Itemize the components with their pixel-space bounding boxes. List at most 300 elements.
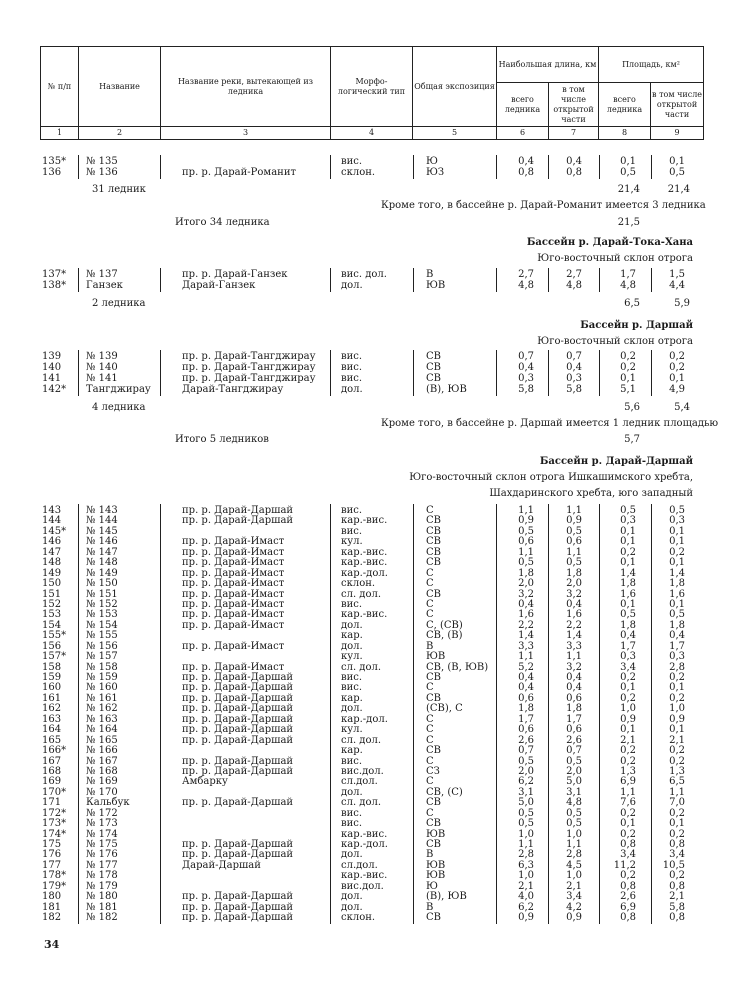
- cell-length-total: 5,8: [518, 384, 534, 395]
- cell-river-name: пр. р. Дарай-Ганзек: [182, 269, 288, 280]
- cell-row-number: 174*: [42, 828, 67, 840]
- cell-river-name: пр. р. Дарай-Тангджирау: [182, 351, 316, 362]
- column-rule: [160, 155, 161, 179]
- header-length-total: всего ледника: [497, 83, 549, 127]
- cell-area-total: 0,1: [620, 525, 636, 537]
- cell-area-open: 2,1: [669, 891, 685, 903]
- cell-area-open: 2,1: [669, 734, 685, 746]
- cell-length-open: 0,4: [566, 156, 582, 167]
- cell-length-open: 0,4: [566, 672, 582, 683]
- cell-length-open: 0,5: [566, 755, 582, 767]
- table-row: [40, 621, 703, 631]
- column-rule: [651, 350, 652, 396]
- cell-morph-type: сл. дол.: [341, 734, 382, 746]
- cell-exposure: ЮВ: [426, 828, 446, 840]
- block4-rows: [40, 506, 703, 924]
- cell-area-open: 1,6: [669, 588, 685, 600]
- cell-length-total: 5,2: [518, 661, 534, 673]
- cell-exposure: СВ: [426, 912, 441, 924]
- cell-length-total: 0,7: [518, 351, 534, 362]
- cell-glacier-name: № 165: [86, 734, 118, 746]
- column-rule: [413, 350, 414, 396]
- cell-row-number: 159: [42, 672, 62, 683]
- block3-sum-area: 5,6: [624, 402, 640, 413]
- table-row: [40, 610, 703, 620]
- cell-length-open: 1,0: [566, 870, 582, 882]
- column-rule: [651, 268, 652, 292]
- column-rule: [160, 268, 161, 292]
- cell-length-total: 4,0: [518, 891, 534, 903]
- cell-glacier-name: № 137: [86, 269, 118, 280]
- cell-length-open: 0,3: [566, 373, 582, 384]
- cell-length-total: 6,2: [518, 901, 534, 913]
- cell-length-open: 1,0: [566, 828, 582, 840]
- cell-river-name: пр. р. Дарай-Даршай: [182, 724, 294, 736]
- cell-area-open: 0,1: [669, 598, 685, 610]
- cell-river-name: пр. р. Дарай-Тангджирау: [182, 373, 316, 384]
- cell-river-name: пр. р. Дарай-Имаст: [182, 661, 285, 673]
- table-row: [40, 777, 703, 787]
- cell-morph-type: вис.: [341, 373, 363, 384]
- cell-river-name: пр. р. Дарай-Имаст: [182, 536, 285, 548]
- table-row: [40, 736, 703, 746]
- cell-length-open: 0,4: [566, 362, 582, 373]
- cell-row-number: 163: [42, 713, 62, 725]
- block4-basin: Бассейн р. Дарай-Даршай: [539, 456, 693, 467]
- cell-area-total: 11,2: [613, 859, 636, 871]
- cell-river-name: пр. р. Дарай-Даршай: [182, 682, 294, 694]
- cell-exposure: С: [426, 734, 434, 746]
- cell-exposure: СВ, (В): [426, 630, 463, 642]
- cell-length-total: 2,6: [518, 734, 534, 746]
- cell-exposure: ЮВ: [426, 859, 446, 871]
- cell-area-open: 0,1: [669, 156, 685, 167]
- cell-row-number: 142*: [42, 384, 67, 395]
- block2-count: 2 ледника: [92, 298, 146, 309]
- cell-length-total: 0,3: [518, 373, 534, 384]
- cell-area-total: 0,2: [620, 828, 636, 840]
- cell-length-total: 0,7: [518, 745, 534, 757]
- cell-morph-type: кар.-дол.: [341, 713, 388, 725]
- cell-area-total: 0,2: [620, 755, 636, 767]
- cell-glacier-name: № 136: [86, 167, 118, 178]
- cell-length-total: 0,6: [518, 536, 534, 548]
- cell-row-number: 157*: [42, 651, 67, 663]
- cell-length-open: 0,8: [566, 167, 582, 178]
- block4-slope-line2: Шахдаринского хребта, юго западный: [489, 488, 693, 499]
- block1-total: Итого 34 ледника: [175, 217, 270, 228]
- cell-row-number: 140: [42, 362, 62, 373]
- cell-glacier-name: № 178: [86, 870, 118, 882]
- col-num-2: 2: [79, 127, 161, 140]
- table-row: [40, 840, 703, 850]
- column-rule: [599, 350, 600, 396]
- cell-glacier-name: № 155: [86, 630, 118, 642]
- cell-exposure: Ю: [426, 156, 438, 167]
- column-rule: [496, 155, 497, 179]
- cell-length-open: 0,7: [566, 351, 582, 362]
- cell-area-open: 1,0: [669, 703, 685, 715]
- cell-morph-type: дол.: [341, 384, 363, 395]
- cell-area-total: 0,8: [620, 880, 636, 892]
- cell-area-total: 0,4: [620, 630, 636, 642]
- cell-exposure: В: [426, 901, 434, 913]
- cell-river-name: пр. р. Дарай-Даршай: [182, 515, 294, 527]
- cell-exposure: С: [426, 609, 434, 621]
- table-row: [40, 631, 703, 641]
- cell-row-number: 168: [42, 765, 62, 777]
- column-rule: [413, 155, 414, 179]
- column-rule: [599, 155, 600, 179]
- cell-row-number: 167: [42, 755, 62, 767]
- table-row: [40, 673, 703, 683]
- cell-exposure: СВ: [426, 373, 441, 384]
- cell-exposure: СВ: [426, 818, 441, 830]
- cell-length-total: 0,5: [518, 818, 534, 830]
- cell-river-name: Дарай-Тангджирау: [182, 384, 284, 395]
- cell-morph-type: вис.: [341, 156, 363, 167]
- cell-length-open: 5,8: [566, 384, 582, 395]
- cell-morph-type: склон.: [341, 912, 376, 924]
- cell-length-open: 2,6: [566, 734, 582, 746]
- cell-area-open: 0,2: [669, 362, 685, 373]
- cell-area-open: 7,0: [669, 797, 685, 809]
- column-rule: [413, 504, 414, 924]
- cell-morph-type: склон.: [341, 167, 376, 178]
- table-row: [40, 683, 703, 693]
- cell-glacier-name: № 143: [86, 505, 118, 516]
- cell-area-open: 2,8: [669, 661, 685, 673]
- block2-sum-area-open: 5,9: [674, 298, 690, 309]
- cell-exposure: СВ: [426, 525, 441, 537]
- cell-row-number: 151: [42, 588, 62, 600]
- cell-morph-type: кар.-дол.: [341, 567, 388, 579]
- cell-length-open: 1,1: [566, 505, 582, 516]
- cell-row-number: 137*: [42, 269, 67, 280]
- cell-length-open: 0,6: [566, 536, 582, 548]
- cell-area-open: 0,9: [669, 713, 685, 725]
- cell-length-total: 2,0: [518, 578, 534, 590]
- cell-length-open: 0,9: [566, 515, 582, 527]
- cell-area-open: 0,5: [669, 167, 685, 178]
- cell-morph-type: дол.: [341, 786, 363, 798]
- cell-river-name: пр. р. Дарай-Имаст: [182, 609, 285, 621]
- cell-area-open: 1,1: [669, 786, 685, 798]
- cell-area-total: 0,5: [620, 609, 636, 621]
- cell-row-number: 154: [42, 619, 62, 631]
- cell-area-total: 6,9: [620, 901, 636, 913]
- cell-exposure: С: [426, 724, 434, 736]
- cell-length-open: 0,5: [566, 525, 582, 537]
- cell-length-total: 0,9: [518, 912, 534, 924]
- cell-length-total: 3,2: [518, 588, 534, 600]
- column-rule: [78, 504, 79, 924]
- cell-exposure: ЮВ: [426, 280, 446, 291]
- cell-length-total: 0,5: [518, 557, 534, 569]
- table-row: [40, 819, 703, 829]
- cell-area-open: 0,1: [669, 525, 685, 537]
- cell-exposure: Ю: [426, 880, 438, 892]
- cell-morph-type: сл. дол.: [341, 797, 382, 809]
- cell-area-total: 2,1: [620, 734, 636, 746]
- cell-area-total: 0,2: [620, 745, 636, 757]
- column-rule: [330, 350, 331, 396]
- block1-rows: [40, 157, 703, 179]
- cell-area-open: 0,2: [669, 807, 685, 819]
- cell-length-total: 5,0: [518, 797, 534, 809]
- col-num-1: 1: [41, 127, 79, 140]
- cell-glacier-name: Тангджирау: [86, 384, 151, 395]
- cell-row-number: 170*: [42, 786, 67, 798]
- cell-exposure: С: [426, 807, 434, 819]
- cell-length-total: 0,6: [518, 692, 534, 704]
- cell-length-open: 0,5: [566, 557, 582, 569]
- cell-glacier-name: № 179: [86, 880, 118, 892]
- cell-river-name: пр. р. Дарай-Романит: [182, 167, 297, 178]
- cell-area-open: 0,1: [669, 557, 685, 569]
- cell-area-total: 1,7: [620, 269, 636, 280]
- cell-exposure: ЮВ: [426, 870, 446, 882]
- column-rule: [548, 504, 549, 924]
- cell-exposure: СВ: [426, 839, 441, 850]
- cell-exposure: ЮЗ: [426, 167, 445, 178]
- cell-area-open: 0,1: [669, 724, 685, 736]
- table-row: [40, 642, 703, 652]
- cell-glacier-name: № 156: [86, 640, 118, 652]
- cell-length-total: 0,4: [518, 672, 534, 683]
- block1-sum-area: 21,4: [617, 184, 640, 195]
- cell-river-name: пр. р. Дарай-Даршай: [182, 703, 294, 715]
- cell-row-number: 135*: [42, 156, 67, 167]
- header-length-open: в том числе открытой части: [549, 83, 599, 127]
- cell-length-total: 0,5: [518, 525, 534, 537]
- cell-river-name: пр. р. Дарай-Имаст: [182, 567, 285, 579]
- cell-morph-type: вис.: [341, 807, 363, 819]
- cell-river-name: пр. р. Дарай-Даршай: [182, 713, 294, 725]
- cell-area-total: 1,7: [620, 640, 636, 652]
- cell-row-number: 149: [42, 567, 62, 579]
- cell-area-total: 5,1: [620, 384, 636, 395]
- cell-length-open: 0,4: [566, 598, 582, 610]
- table-row: [40, 270, 703, 281]
- cell-river-name: пр. р. Дарай-Даршай: [182, 672, 294, 683]
- cell-exposure: С: [426, 578, 434, 590]
- cell-glacier-name: Кальбук: [86, 797, 130, 809]
- cell-row-number: 162: [42, 703, 62, 715]
- cell-morph-type: дол.: [341, 619, 363, 631]
- block3-basin: Бассейн р. Даршай: [580, 320, 693, 331]
- cell-exposure: СВ: [426, 588, 441, 600]
- cell-morph-type: кар.-дол.: [341, 839, 388, 850]
- cell-area-open: 5,8: [669, 901, 685, 913]
- cell-morph-type: вис. дол.: [341, 269, 387, 280]
- cell-area-open: 0,1: [669, 536, 685, 548]
- cell-area-total: 0,1: [620, 373, 636, 384]
- block2-sum-area: 6,5: [624, 298, 640, 309]
- table-row: [40, 746, 703, 756]
- cell-exposure: (СВ), С: [426, 703, 463, 715]
- header-number: № п/п: [41, 47, 79, 127]
- cell-river-name: пр. р. Дарай-Даршай: [182, 734, 294, 746]
- cell-area-total: 7,6: [620, 797, 636, 809]
- cell-glacier-name: № 159: [86, 672, 118, 683]
- cell-glacier-name: № 145: [86, 525, 118, 537]
- cell-length-open: 1,8: [566, 567, 582, 579]
- cell-morph-type: вис.: [341, 682, 363, 694]
- cell-glacier-name: № 162: [86, 703, 118, 715]
- block1-total-area: 21,5: [617, 217, 640, 228]
- block3-note: Кроме того, в бассейне р. Даршай имеется 1 ледник площадью: [381, 418, 719, 429]
- cell-river-name: пр. р. Дарай-Имаст: [182, 598, 285, 610]
- table-row: [40, 892, 703, 902]
- cell-exposure: СВ: [426, 557, 441, 569]
- cell-river-name: пр. р. Дарай-Даршай: [182, 839, 294, 850]
- cell-area-open: 1,3: [669, 765, 685, 777]
- cell-area-open: 0,2: [669, 546, 685, 558]
- cell-glacier-name: № 152: [86, 598, 118, 610]
- cell-row-number: 164: [42, 724, 62, 736]
- block3-slope: Юго-восточный склон отрога: [537, 336, 693, 347]
- cell-river-name: пр. р. Дарай-Имаст: [182, 640, 285, 652]
- cell-morph-type: вис.: [341, 598, 363, 610]
- cell-river-name: Дарай-Даршай: [182, 859, 261, 871]
- cell-exposure: СВ, (С): [426, 786, 463, 798]
- cell-area-total: 0,3: [620, 515, 636, 527]
- cell-row-number: 176: [42, 849, 62, 861]
- table-row: [40, 516, 703, 526]
- cell-length-total: 2,8: [518, 849, 534, 861]
- cell-area-total: 0,2: [620, 870, 636, 882]
- cell-exposure: (В), ЮВ: [426, 384, 467, 395]
- cell-length-total: 0,5: [518, 807, 534, 819]
- cell-morph-type: сл.дол.: [341, 776, 378, 788]
- header-area-open: в том числе открытой части: [651, 83, 704, 127]
- cell-glacier-name: № 166: [86, 745, 118, 757]
- cell-exposure: СВ: [426, 672, 441, 683]
- block3-count: 4 ледника: [92, 402, 146, 413]
- cell-glacier-name: № 146: [86, 536, 118, 548]
- cell-area-open: 0,1: [669, 373, 685, 384]
- column-rule: [160, 350, 161, 396]
- cell-river-name: пр. р. Дарай-Даршай: [182, 849, 294, 861]
- cell-morph-type: кул.: [341, 651, 363, 663]
- cell-morph-type: склон.: [341, 578, 376, 590]
- cell-river-name: пр. р. Дарай-Даршай: [182, 755, 294, 767]
- cell-length-open: 1,6: [566, 609, 582, 621]
- cell-exposure: В: [426, 640, 434, 652]
- cell-river-name: пр. р. Дарай-Даршай: [182, 901, 294, 913]
- cell-length-total: 1,1: [518, 839, 534, 850]
- cell-morph-type: кар.-вис.: [341, 515, 388, 527]
- cell-length-open: 5,0: [566, 776, 582, 788]
- block1-sum-area-open: 21,4: [667, 184, 690, 195]
- cell-area-open: 1,5: [669, 269, 685, 280]
- cell-area-open: 0,2: [669, 755, 685, 767]
- cell-area-total: 3,4: [620, 849, 636, 861]
- cell-row-number: 155*: [42, 630, 67, 642]
- cell-morph-type: вис.дол.: [341, 880, 384, 892]
- cell-area-open: 0,2: [669, 745, 685, 757]
- cell-length-total: 0,4: [518, 362, 534, 373]
- cell-row-number: 182: [42, 912, 62, 924]
- cell-length-total: 1,4: [518, 630, 534, 642]
- column-rule: [496, 350, 497, 396]
- cell-length-open: 2,8: [566, 849, 582, 861]
- cell-length-total: 1,7: [518, 713, 534, 725]
- column-rule: [78, 350, 79, 396]
- cell-area-total: 0,2: [620, 546, 636, 558]
- cell-morph-type: кар.-вис.: [341, 609, 388, 621]
- cell-glacier-name: № 181: [86, 901, 118, 913]
- header-length-group: Наибольшая длина, км: [497, 47, 599, 83]
- block3-total: Итого 5 ледников: [175, 434, 269, 445]
- cell-glacier-name: № 147: [86, 546, 118, 558]
- block1-note: Кроме того, в бассейне р. Дарай-Романит имеется 3 ледника: [381, 200, 706, 211]
- cell-river-name: пр. р. Дарай-Даршай: [182, 765, 294, 777]
- table-row: [40, 527, 703, 537]
- cell-river-name: пр. р. Дарай-Даршай: [182, 891, 294, 903]
- cell-area-total: 0,3: [620, 651, 636, 663]
- cell-length-open: 1,7: [566, 713, 582, 725]
- cell-area-open: 4,9: [669, 384, 685, 395]
- cell-row-number: 166*: [42, 745, 67, 757]
- cell-row-number: 152: [42, 598, 62, 610]
- cell-length-open: 0,6: [566, 692, 582, 704]
- cell-exposure: СВ: [426, 536, 441, 548]
- cell-length-total: 3,3: [518, 640, 534, 652]
- cell-glacier-name: № 151: [86, 588, 118, 600]
- cell-exposure: С: [426, 713, 434, 725]
- cell-area-open: 0,3: [669, 515, 685, 527]
- block1-count: 31 ледник: [92, 184, 146, 195]
- cell-area-open: 10,5: [662, 859, 685, 871]
- column-rule: [330, 155, 331, 179]
- cell-area-total: 0,5: [620, 167, 636, 178]
- cell-length-open: 1,1: [566, 546, 582, 558]
- cell-area-total: 1,8: [620, 578, 636, 590]
- cell-morph-type: кар.-вис.: [341, 557, 388, 569]
- cell-river-name: Амбарку: [182, 776, 228, 788]
- block2-rows: [40, 270, 703, 292]
- cell-length-open: 3,4: [566, 891, 582, 903]
- cell-row-number: 146: [42, 536, 62, 548]
- cell-length-open: 3,3: [566, 640, 582, 652]
- cell-length-total: 0,8: [518, 167, 534, 178]
- cell-glacier-name: № 172: [86, 807, 118, 819]
- cell-morph-type: кул.: [341, 536, 363, 548]
- column-rule: [78, 268, 79, 292]
- cell-length-total: 0,4: [518, 598, 534, 610]
- cell-exposure: С: [426, 505, 434, 516]
- cell-glacier-name: № 157: [86, 651, 118, 663]
- cell-glacier-name: № 140: [86, 362, 118, 373]
- cell-area-open: 1,8: [669, 619, 685, 631]
- cell-glacier-name: № 180: [86, 891, 118, 903]
- cell-area-total: 0,5: [620, 505, 636, 516]
- cell-morph-type: вис.: [341, 351, 363, 362]
- cell-exposure: С: [426, 755, 434, 767]
- table-row: [40, 809, 703, 819]
- cell-area-open: 0,1: [669, 682, 685, 694]
- cell-area-total: 0,2: [620, 692, 636, 704]
- cell-glacier-name: № 170: [86, 786, 118, 798]
- block4-slope-line1: Юго-восточный склон отрога Ишкашимского хребта,: [409, 472, 693, 483]
- cell-area-open: 0,2: [669, 828, 685, 840]
- cell-exposure: С: [426, 682, 434, 694]
- cell-row-number: 180: [42, 891, 62, 903]
- cell-morph-type: дол.: [341, 640, 363, 652]
- cell-length-total: 6,3: [518, 859, 534, 871]
